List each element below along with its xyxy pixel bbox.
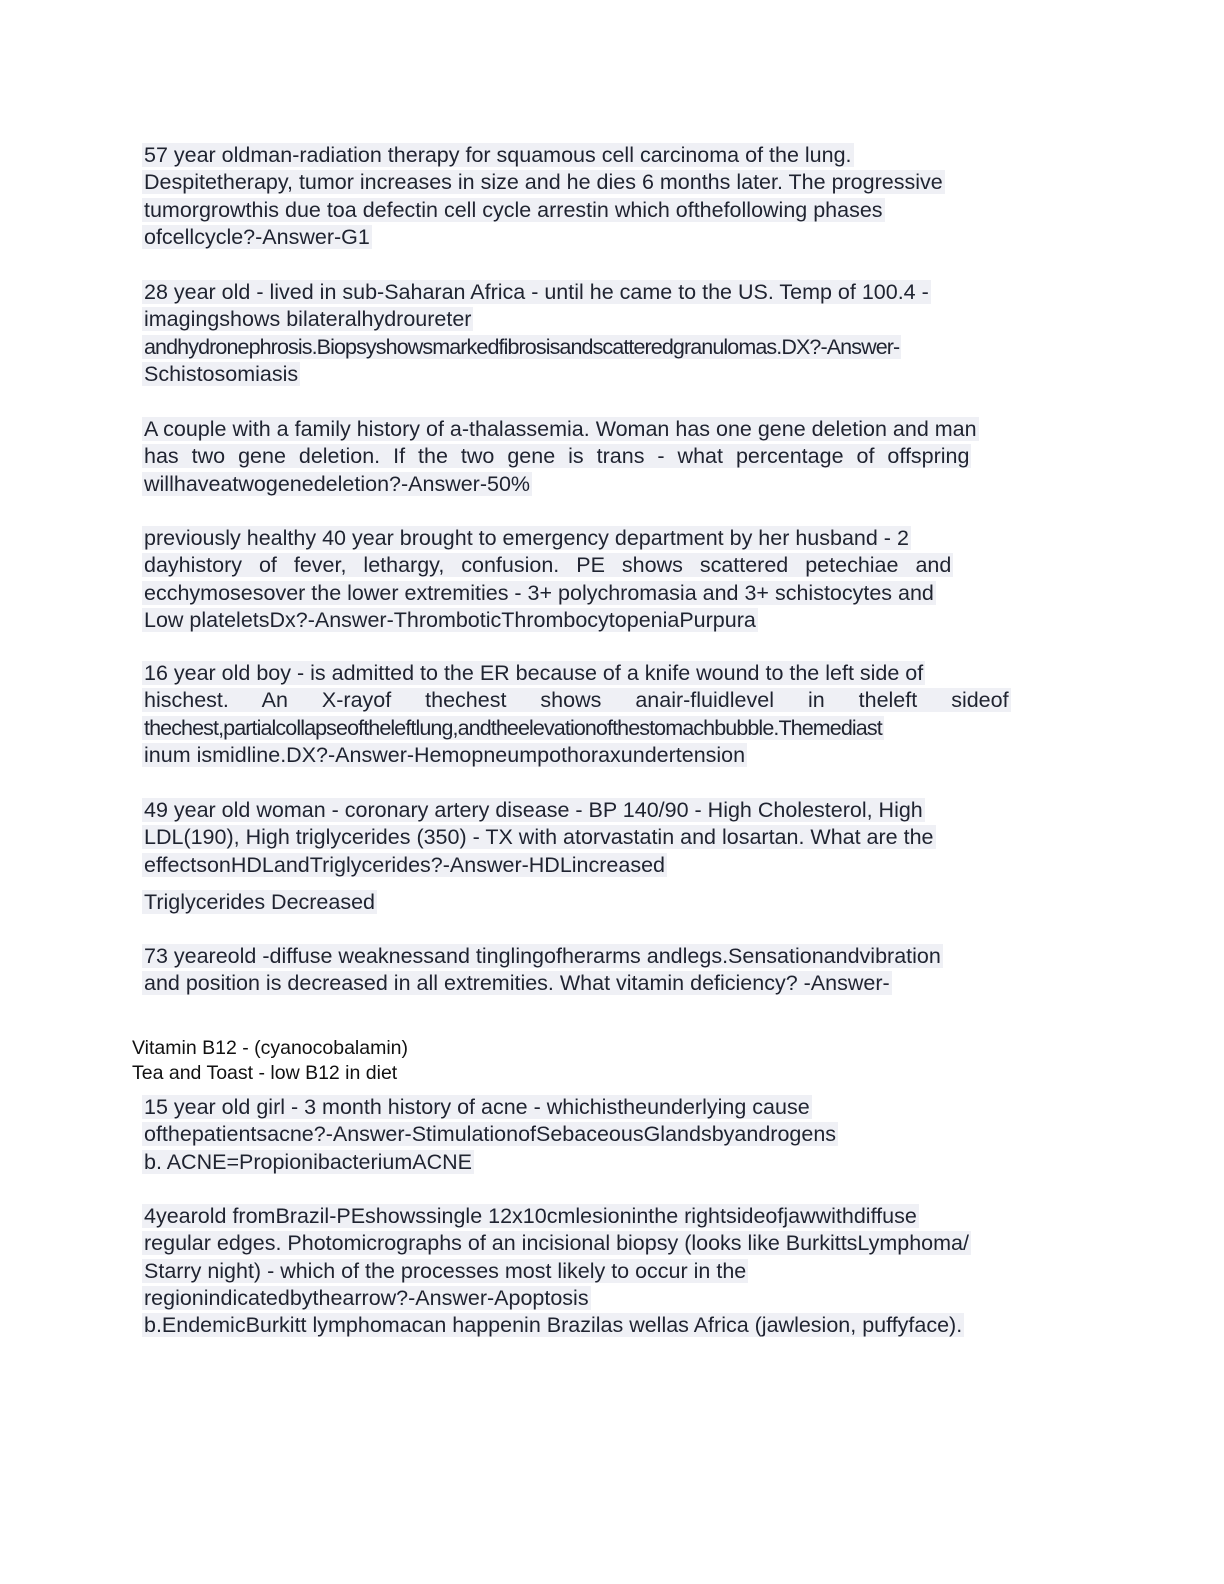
text-line: hischest. An X-rayof thechest shows anair-fluidlevel in theleft sideof <box>144 688 1009 713</box>
question-block-6 <box>142 797 936 879</box>
text-line: b. ACNE=PropionibacteriumACNE <box>144 1149 473 1174</box>
text-line: Despitetherapy, tumor increases in size and he dies 6 months later. The progressive <box>144 170 943 195</box>
text-line: Starry night) - which of the processes most likely to occur in the <box>144 1258 747 1283</box>
text-line: and position is decreased in all extremities. What vitamin deficiency? -Answer- <box>144 971 890 996</box>
text-line: Vitamin B12 - (cyanocobalamin) <box>132 1037 409 1059</box>
text-line: Schistosomiasis <box>144 361 299 386</box>
text-line: b.EndemicBurkitt lymphomacan happenin Brazilas wellas Africa (jawlesion, puffyface). <box>144 1313 963 1338</box>
question-block-2 <box>142 279 931 388</box>
text-line: 57 year oldman-radiation therapy for squamous cell carcinoma of the lung. <box>144 143 852 167</box>
text-line: effectsonHDLandTriglycerides?-Answer-HDLincreased <box>144 852 666 877</box>
text-line: Low plateletsDx?-Answer-ThromboticThrombocytopeniaPurpura <box>144 607 756 632</box>
text-line: Tea and Toast - low B12 in diet <box>132 1062 398 1084</box>
text-line: ecchymosesover the lower extremities - 3+ polychromasia and 3+ schistocytes and <box>144 580 934 605</box>
question-block-1 <box>142 142 945 251</box>
question-block-5 <box>142 660 1011 769</box>
text-line: A couple with a family history of a-thalassemia. Woman has one gene deletion and man <box>144 417 977 441</box>
text-line: 16 year old boy - is admitted to the ER because of a knife wound to the left side of <box>144 661 924 685</box>
question-block-6-continued <box>142 889 377 916</box>
question-block-9 <box>142 1203 971 1339</box>
text-line: ofcellcycle?-Answer-G1 <box>144 224 370 249</box>
question-block-7 <box>142 943 943 998</box>
text-line: imagingshows bilateralhydroureter <box>144 307 472 332</box>
question-block-8 <box>142 1094 838 1176</box>
text-line: Triglycerides Decreased <box>144 890 376 914</box>
text-line: willhaveatwogenedeletion?-Answer-50% <box>144 471 531 496</box>
text-line: 4yearold fromBrazil-PEshowssingle 12x10cmlesioninthe rightsideofjawwithdiffuse <box>144 1204 917 1228</box>
text-line: thechest,partialcollapseoftheleftlung,andtheelevationofthestomachbubble.Themediast <box>144 715 882 740</box>
text-line: dayhistory of fever, lethargy, confusion. PE shows scattered petechiae and <box>144 553 952 578</box>
text-line: regular edges. Photomicrographs of an incisional biopsy (looks like BurkittsLymphoma/ <box>144 1231 969 1256</box>
answer-note <box>132 1036 408 1086</box>
text-line: has two gene deletion. If the two gene is trans - what percentage of offspring <box>144 444 970 469</box>
text-line: previously healthy 40 year brought to emergency department by her husband - 2 <box>144 526 909 550</box>
text-line: regionindicatedbythearrow?-Answer-Apoptosis <box>144 1285 589 1310</box>
text-line: 49 year old woman - coronary artery disease - BP 140/90 - High Cholesterol, High <box>144 798 923 822</box>
question-block-3 <box>142 416 979 498</box>
text-line: 28 year old - lived in sub-Saharan Africa - until he came to the US. Temp of 100.4 - <box>144 280 929 304</box>
text-line: ofthepatientsacne?-Answer-StimulationofSebaceousGlandsbyandrogens <box>144 1122 837 1147</box>
text-line: 73 yeareold -diffuse weaknessand tinglingofherarms andlegs.Sensationandvibration <box>144 944 941 968</box>
question-block-4 <box>142 525 953 634</box>
text-line: inum ismidline.DX?-Answer-Hemopneumpothoraxundertension <box>144 742 746 767</box>
text-line: LDL(190), High triglycerides (350) - TX with atorvastatin and losartan. What are the <box>144 825 934 850</box>
text-line: 15 year old girl - 3 month history of acne - whichistheunderlying cause <box>144 1095 810 1119</box>
text-line: tumorgrowthis due toa defectin cell cycle arrestin which ofthefollowing phases <box>144 197 883 222</box>
text-line: andhydronephrosis.Biopsyshowsmarkedfibrosisandscatteredgranulomas.DX?-Answer- <box>144 334 900 359</box>
